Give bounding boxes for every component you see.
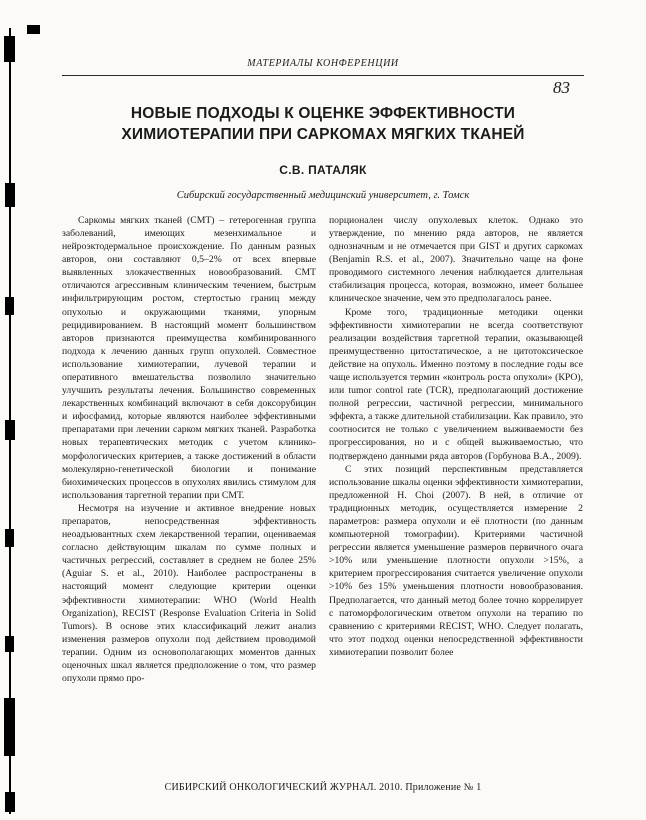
running-head: МАТЕРИАЛЫ КОНФЕРЕНЦИИ [247, 58, 399, 69]
scan-artifact-blob [5, 420, 15, 440]
article-title: НОВЫЕ ПОДХОДЫ К ОЦЕНКЕ ЭФФЕКТИВНОСТИ ХИМИОТЕРАПИИ ПРИ САРКОМАХ МЯГКИХ ТКАНЕЙ [121, 105, 525, 143]
journal-footer: СИБИРСКИЙ ОНКОЛОГИЧЕСКИЙ ЖУРНАЛ. 2010. Приложение № 1 [164, 782, 482, 793]
page-header [62, 0, 584, 96]
article-author: С.В. ПАТАЛЯК [279, 162, 367, 177]
page-number: 83 [553, 78, 570, 97]
scan-artifact-blob [5, 297, 14, 315]
article-affiliation: Сибирский государственный медицинский университет, г. Томск [176, 189, 470, 201]
scan-artifact-blob [5, 636, 14, 652]
scan-artifact-blob [5, 792, 15, 812]
paragraph: порционален числу опухолевых клеток. Однако это утверждение, по мнению ряда авторов, не является однозначным и не отмечается при GIST и других саркомах (Benjamin R.S. et al., 2007). Значительно чаще на фоне проводимого системного лечения наблюдается длительная стабилизация процесса, которая, возможно, имеет большее клиническое значение, чем это предполагалось ранее. [329, 214, 583, 305]
paragraph: Несмотря на изучение и активное внедрение новых препаратов, непосредственная эффективность неоадъювантных схем лекарственной терапии, оцениваемая согласно действующим шкалам по сумме полных и частичных регрессий, составляет в среднем не более 25% (Aguiar S. et al., 2010). Наиболее распространены в настоящий момент следующие критерии оценки эффективности химиотерапии: WHO (World Health Organization), RECIST (Response Evaluation Criteria in Solid Tumors). В основе этих классификаций лежит анализ изменения размеров опухоли под действием проводимой терапии. Одним из основополагающих моментов данных оценочных шкал является предположение о том, что размер опухоли прямо про- [62, 502, 316, 685]
scan-artifact-blob [27, 25, 40, 34]
paragraph: Кроме того, традиционные методики оценки эффективности химиотерапии не всегда соответствуют реализации воздействия таргетной терапии, оказывающей преимущественно цитостатическое, а не цитотоксическое действие на опухоль. Именно поэтому в последние годы все чаще используется термин «контроль роста опухоли» (КРО), или tumor control rate (TCR), предполагающий достижение полной регрессии, частичной регрессии, минимального эффекта, а также длительной стабилизации. Как правило, это соотносится не только с увеличением выживаемости без прогрессирования, но и с общей выживаемостью, что подтверждено данными ряда авторов (Горбунова В.А., 2009). [329, 306, 583, 462]
scan-artifact-blob [4, 698, 15, 756]
paragraph: С этих позиций перспективным представляется использование шкалы оценки эффективности химиотерапии, предложенной H. Choi (2007). В ней, в отличие от традиционных методик, осуществляется измерение 2 параметров: размера опухоли и её плотности (по данным компьютерной томографии). Критериями частичной регрессии является уменьшение размеров первичного очага >10% или уменьшение плотности опухоли >15%, а критерием прогрессирования считается увеличение опухоли >10% без 15% уменьшения плотности новообразования. Предполагается, что данный метод более точно коррелирует с патоморфологическим ответом опухоли на терапию по сравнению с критериями RECIST, WHO. Следует полагать, что этот подход оценки непосредственной эффективности химиотерапии позволит более [329, 463, 583, 658]
header-rule [62, 75, 584, 76]
scan-artifact-blob [4, 36, 15, 62]
scan-artifact-blob [5, 183, 15, 207]
scan-artifact-blob [5, 529, 14, 547]
right-column [329, 214, 583, 806]
body-columns [62, 214, 584, 806]
paragraph: Саркомы мягких тканей (СМТ) – гетерогенная группа заболеваний, имеющих мезенхимальное и нейроэктодермальное происхождение. По данным разных авторов, они составляют 0,5–2% от всех впервые выявленных злокачественных новообразований. СМТ отличаются агрессивным клиническим течением, быстрым инфильтрирующим ростом, стертостью границ между опухолью и окружающими тканями, упорным рецидивированием. В настоящий момент большинством авторов признаются преимущества комбинированного подхода к лечению данных групп опухолей. Совместное использование химиотерапии, лучевой терапии и оперативного вмешательства позволило значительно улучшить результаты лечения. Большинство современных лекарственных комбинаций включают в себя доксорубицин и ифосфамид, которые являются наиболее эффективными препаратами при лечении сарком мягких тканей. Разработка новых терапевтических методик с учетом клинико-морфологических критериев, а также достижений в области молекулярно-генетической биологии и понимание биохимических процессов в опухолях явились стимулом для использования таргетной терапии при СМТ. [62, 214, 316, 501]
left-column [62, 214, 316, 806]
